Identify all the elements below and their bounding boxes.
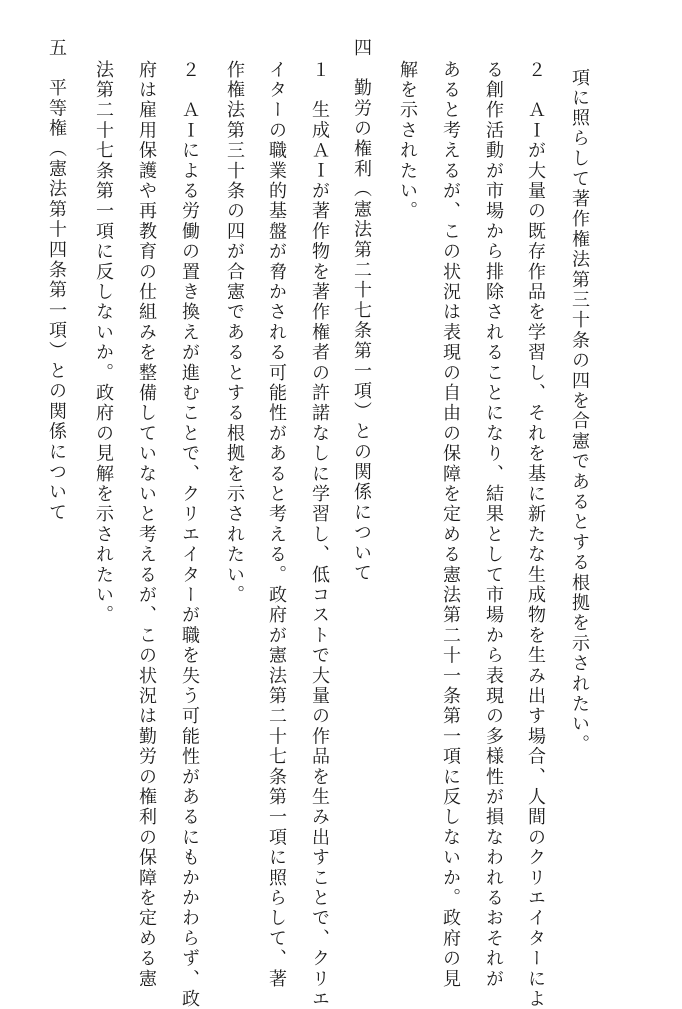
text-column-1: 項に照らして著作権法第三十条の四を合憲であるとする根拠を示されたい。 <box>569 68 590 755</box>
text-column-10: ２ ＡＩによる労働の置き換えが進むことで、クリエイターが職を失う可能性があるにもかかわらず、政 <box>179 60 200 1009</box>
text-column-3: る創作活動が市場から排除されることになり、結果として市場から表現の多様性が損なわれるおそれが <box>483 60 504 990</box>
text-column-9: 作権法第三十条の四が合憲であるとする根拠を示されたい。 <box>224 60 245 606</box>
text-column-11: 府は雇用保護や再教育の仕組みを整備していないと考えるが、この状況は勤労の権利の保障を定める憲 <box>136 60 157 990</box>
text-column-7: １ 生成ＡＩが著作物を著作権者の許諾なしに学習し、低コストで大量の作品を生み出すことで、クリエ <box>309 60 330 1009</box>
text-column-8: イターの職業的基盤が脅かされる可能性があると考える。政府が憲法第二十七条第一項に照らして、著 <box>266 60 287 990</box>
text-column-2: ２ ＡＩが大量の既存作品を学習し、それを基に新たな生成物を生み出す場合、人間のクリエイターによ <box>525 60 546 1009</box>
section-heading-4: 四 勤労の権利（憲法第二十七条第一項）との関係について <box>351 38 372 584</box>
text-column-4: あると考えるが、この状況は表現の自由の保障を定める憲法第二十一条第一項に反しないか。政府の見 <box>440 60 461 990</box>
section-heading-5: 五 平等権（憲法第十四条第一項）との関係について <box>46 38 67 523</box>
text-column-12: 法第二十七条第一項に反しないか。政府の見解を示されたい。 <box>93 60 114 626</box>
text-column-5: 解を示されたい。 <box>397 60 418 222</box>
